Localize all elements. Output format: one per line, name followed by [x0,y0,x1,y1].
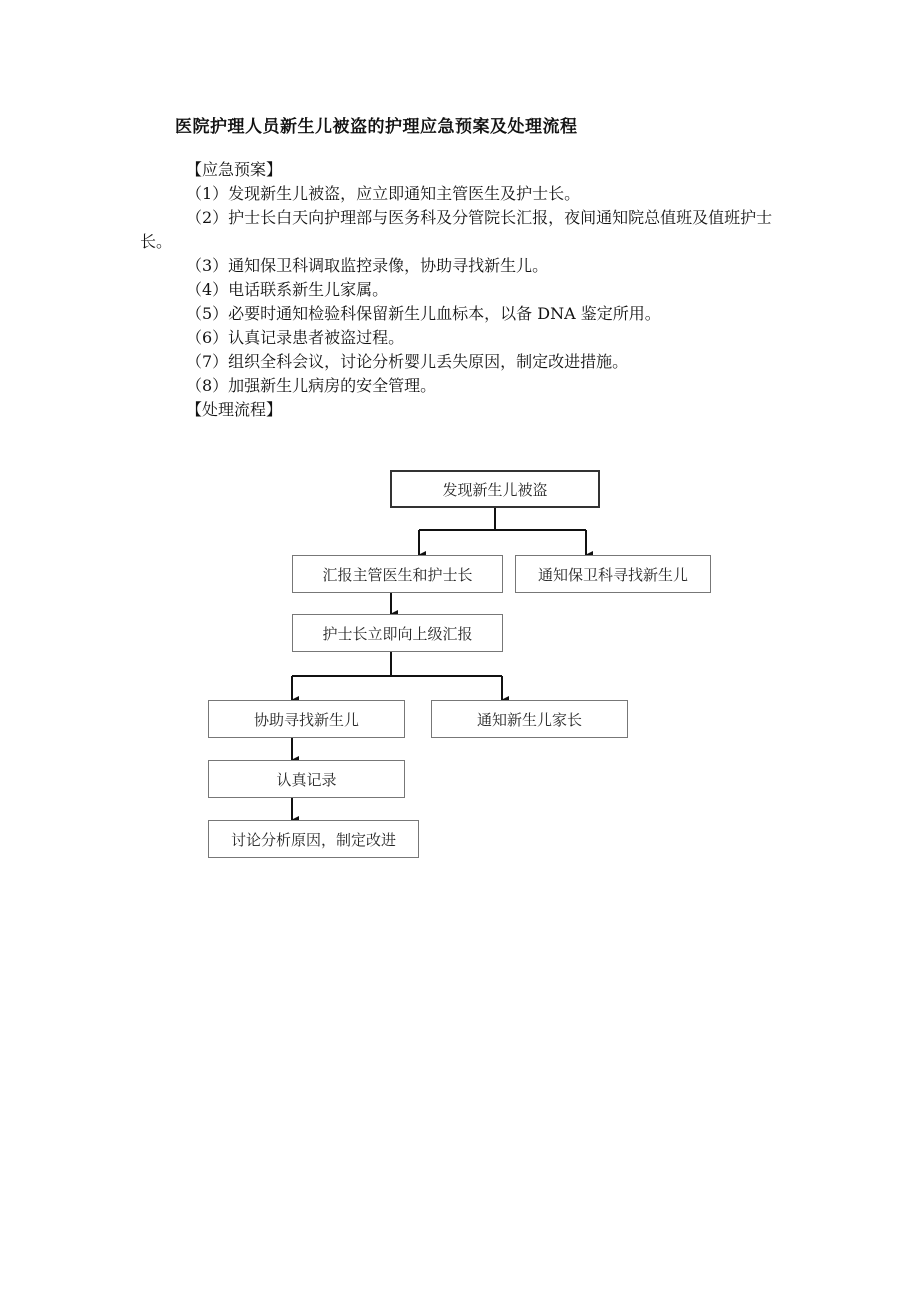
process-heading: 【处理流程】 [186,400,283,419]
plan-step-4: （4）电话联系新生儿家属。 [186,280,389,299]
plan-step-2: （2）护士长白天向护理部与医务科及分管院长汇报，夜间通知院总值班及值班护士长。 [140,208,773,251]
flow-box-notify-family: 通知新生儿家长 [431,700,628,738]
flow-box-discuss: 讨论分析原因，制定改进 [208,820,419,858]
document-title: 医院护理人员新生儿被盗的护理应急预案及处理流程 [175,117,578,137]
flow-box-record: 认真记录 [208,760,405,798]
plan-step-6: （6）认真记录患者被盗过程。 [186,328,405,347]
plan-step-5: （5）必要时通知检验科保留新生儿血标本，以备 DNA 鉴定所用。 [186,304,661,323]
flow-box-notify-security: 通知保卫科寻找新生儿 [515,555,711,593]
plan-step-8: （8）加强新生儿病房的安全管理。 [186,376,437,395]
flow-box-discover: 发现新生儿被盗 [390,470,600,508]
flow-box-assist-search: 协助寻找新生儿 [208,700,405,738]
plan-step-3: （3）通知保卫科调取监控录像，协助寻找新生儿。 [186,256,549,275]
plan-step-7: （7）组织全科会议，讨论分析婴儿丢失原因，制定改进措施。 [186,352,629,371]
plan-step-1: （1）发现新生儿被盗，应立即通知主管医生及护士长。 [186,184,581,203]
flow-box-report-doctor: 汇报主管医生和护士长 [292,555,503,593]
plan-heading: 【应急预案】 [186,160,283,179]
flow-box-head-nurse-report: 护士长立即向上级汇报 [292,614,503,652]
